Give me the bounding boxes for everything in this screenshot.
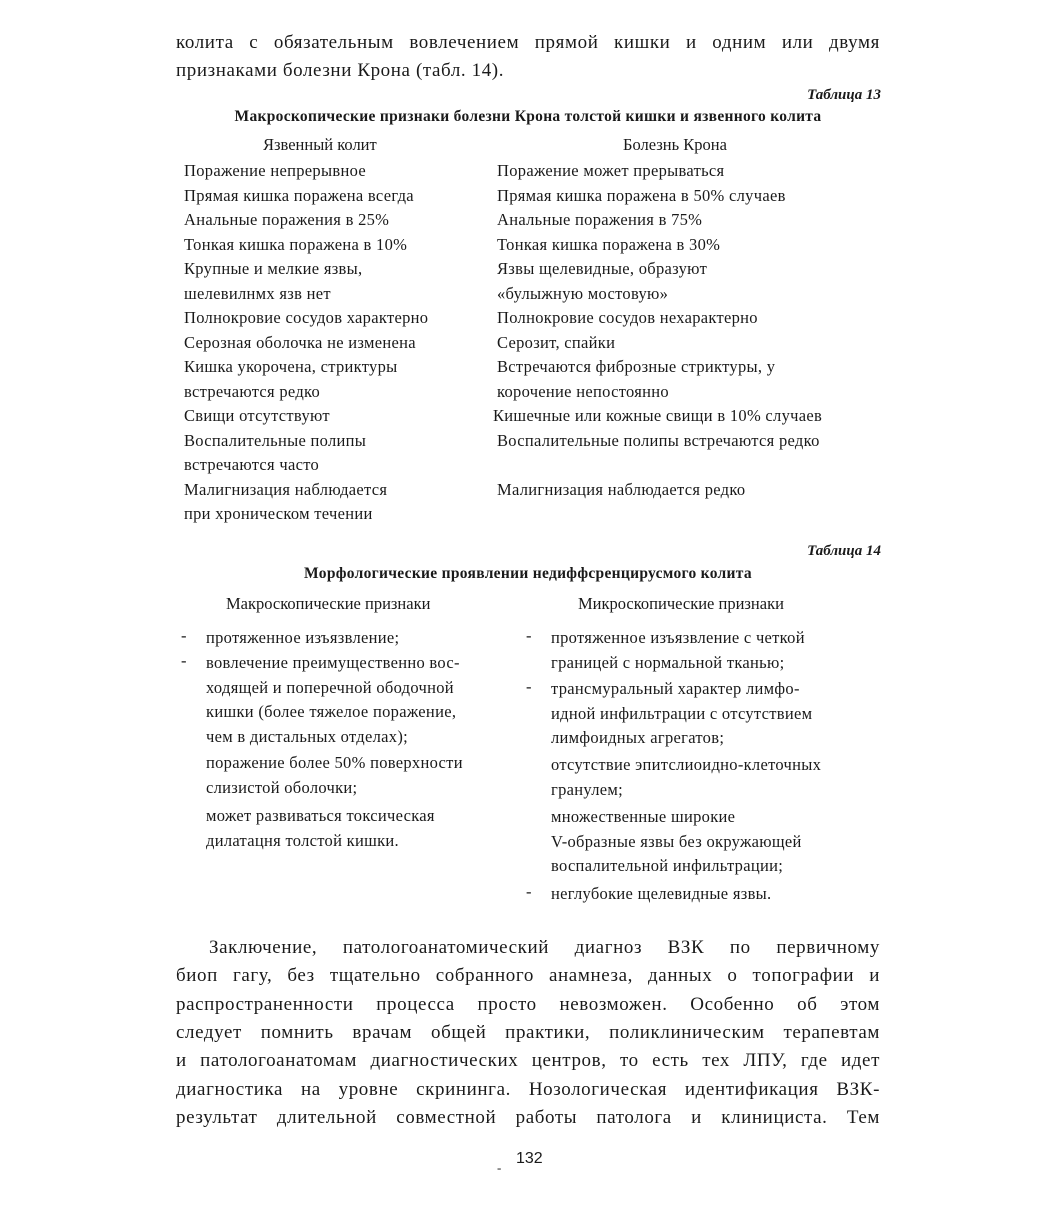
list-item-line: слизистой оболочки;: [206, 777, 358, 797]
conclusion-line: и патологоанатомам диагностических центров, то есть тех ЛПУ, где идет: [176, 1050, 880, 1072]
list-item-line: гранулем;: [551, 779, 623, 799]
list-item-line: вовлечение преимущественно вос-: [206, 653, 460, 672]
table-13-cell-crohn: Полнокровие сосудов нехарактерно: [497, 308, 758, 327]
page-number: 132: [516, 1150, 543, 1167]
table-13-cell-crohn: Анальные поражения в 75%: [497, 210, 703, 229]
table-13-cell-ulcerative-colitis: шелевилнмх язв нет: [184, 283, 331, 303]
table-13-cell-crohn: Прямая кишка поражена в 50% случаев: [497, 185, 786, 205]
list-dash: -: [526, 626, 532, 645]
conclusion-line: Заключение, патологоанатомический диагноз ВЗК по первичному: [209, 937, 880, 958]
list-item-line: лимфоидных агрегатов;: [551, 728, 725, 747]
list-item-line: трансмуральный характер лимфо-: [551, 679, 800, 698]
intro-line-1: колита с обязательным вовлечением прямой кишки и одним или двумя: [176, 32, 880, 53]
table-13-cell-ulcerative-colitis: Малигнизация наблюдается: [184, 479, 388, 499]
table-13-cell-crohn: Тонкая кишка поражена в 30%: [497, 234, 721, 254]
list-dash: -: [181, 651, 187, 670]
list-item-line: кишки (более тяжелое поражение,: [206, 702, 457, 721]
table-13-cell-ulcerative-colitis: Свищи отсутствуют: [184, 406, 330, 425]
page-number-mark: -: [497, 1160, 502, 1175]
table-13-cell-crohn: корочение непостоянно: [497, 381, 669, 401]
list-dash: -: [181, 626, 187, 645]
list-item-line: ходящей и поперечной ободочной: [206, 677, 454, 697]
table-13-cell-crohn: Малигнизация наблюдается редко: [497, 479, 746, 499]
intro-line-2: признаками болезни Крона (табл. 14).: [176, 60, 505, 81]
table-14-header-right: Микроскопические признаки: [578, 594, 784, 613]
table-13-cell-ulcerative-colitis: Прямая кишка поражена всегда: [184, 185, 414, 205]
table-13-cell-ulcerative-colitis: встречаются редко: [184, 381, 321, 401]
table-13-cell-ulcerative-colitis: Анальные поражения в 25%: [184, 210, 390, 229]
conclusion-line: следует помнить врачам общей практики, поликлиническим терапевтам: [176, 1021, 880, 1043]
conclusion-line: результат длительной совместной работы патолога и клинициста. Тем: [176, 1106, 880, 1128]
table-13-cell-crohn: «булыжную мостовую»: [497, 283, 669, 303]
table-13-cell-ulcerative-colitis: встречаются часто: [184, 455, 320, 474]
table-13-cell-crohn: Кишечные или кожные свищи в 10% случаев: [493, 406, 823, 425]
table-13-cell-ulcerative-colitis: при хроническом течении: [184, 504, 373, 523]
list-item-line: дилатацня толстой кишки.: [206, 830, 399, 850]
list-item-line: границей с нормальной тканью;: [551, 652, 785, 672]
table-13-cell-ulcerative-colitis: Тонкая кишка поражена в 10%: [184, 234, 408, 254]
table-13-header-right: Болезнь Крона: [623, 135, 727, 154]
table-13-cell-ulcerative-colitis: Поражение непрерывное: [184, 161, 366, 180]
list-item-line: неглубокие щелевидные язвы.: [551, 884, 772, 903]
list-item-line: чем в дистальных отделах);: [206, 726, 409, 746]
table-13-title: Макроскопические признаки болезни Крона толстой кишки и язвенного колита: [234, 108, 822, 125]
list-item-line: воспалительной инфильтрации;: [551, 856, 784, 875]
conclusion-line: биоп гагу, без тщательно собранного анамнеза, данных о топографии и: [176, 965, 880, 987]
conclusion-line: диагностика на уровне скрининга. Нозологическая идентификация ВЗК-: [176, 1078, 880, 1100]
list-item-line: множественные широкие: [551, 807, 736, 826]
list-item-line: V-образные язвы без окружающей: [551, 831, 802, 851]
list-item-line: протяженное изъязвление с четкой: [551, 628, 805, 647]
list-dash: -: [526, 677, 532, 696]
list-item-line: поражение более 50% поверхности: [206, 753, 463, 772]
table-13-cell-ulcerative-colitis: Серозная оболочка не изменена: [184, 332, 416, 352]
table-14-header-left: Макроскопические признаки: [226, 594, 431, 613]
table-13-cell-crohn: Поражение может прерываться: [497, 161, 725, 180]
list-item-line: может развиваться токсическая: [206, 806, 435, 825]
table-13-cell-crohn: Встречаются фиброзные стриктуры, у: [497, 357, 776, 376]
table-13-cell-ulcerative-colitis: Кишка укорочена, стриктуры: [184, 357, 398, 376]
table-13-cell-crohn: Воспалительные полипы встречаются редко: [497, 430, 820, 450]
table-13-header-left: Язвенный колит: [263, 135, 377, 154]
table-13-cell-crohn: Язвы щелевидные, образуют: [497, 259, 708, 278]
list-item-line: протяженное изъязвление;: [206, 628, 400, 647]
table-14-title: Морфологические проявлении недиффсренцирусмого колита: [304, 565, 752, 582]
conclusion-line: распространенности процесса просто невозможен. Особенно об этом: [176, 993, 880, 1015]
table-13-label: Таблица 13: [807, 87, 881, 103]
list-item-line: отсутствие эпитслиоидно-клеточных: [551, 755, 822, 774]
list-dash: -: [526, 882, 532, 901]
table-14-label: Таблица 14: [807, 543, 881, 559]
table-13-cell-crohn: Серозит, спайки: [497, 332, 616, 352]
table-13-cell-ulcerative-colitis: Воспалительные полипы: [184, 430, 367, 450]
list-item-line: идной инфильтрации с отсутствием: [551, 703, 813, 723]
table-13-cell-ulcerative-colitis: Полнокровие сосудов характерно: [184, 308, 429, 327]
table-13-cell-ulcerative-colitis: Крупные и мелкие язвы,: [184, 259, 363, 278]
